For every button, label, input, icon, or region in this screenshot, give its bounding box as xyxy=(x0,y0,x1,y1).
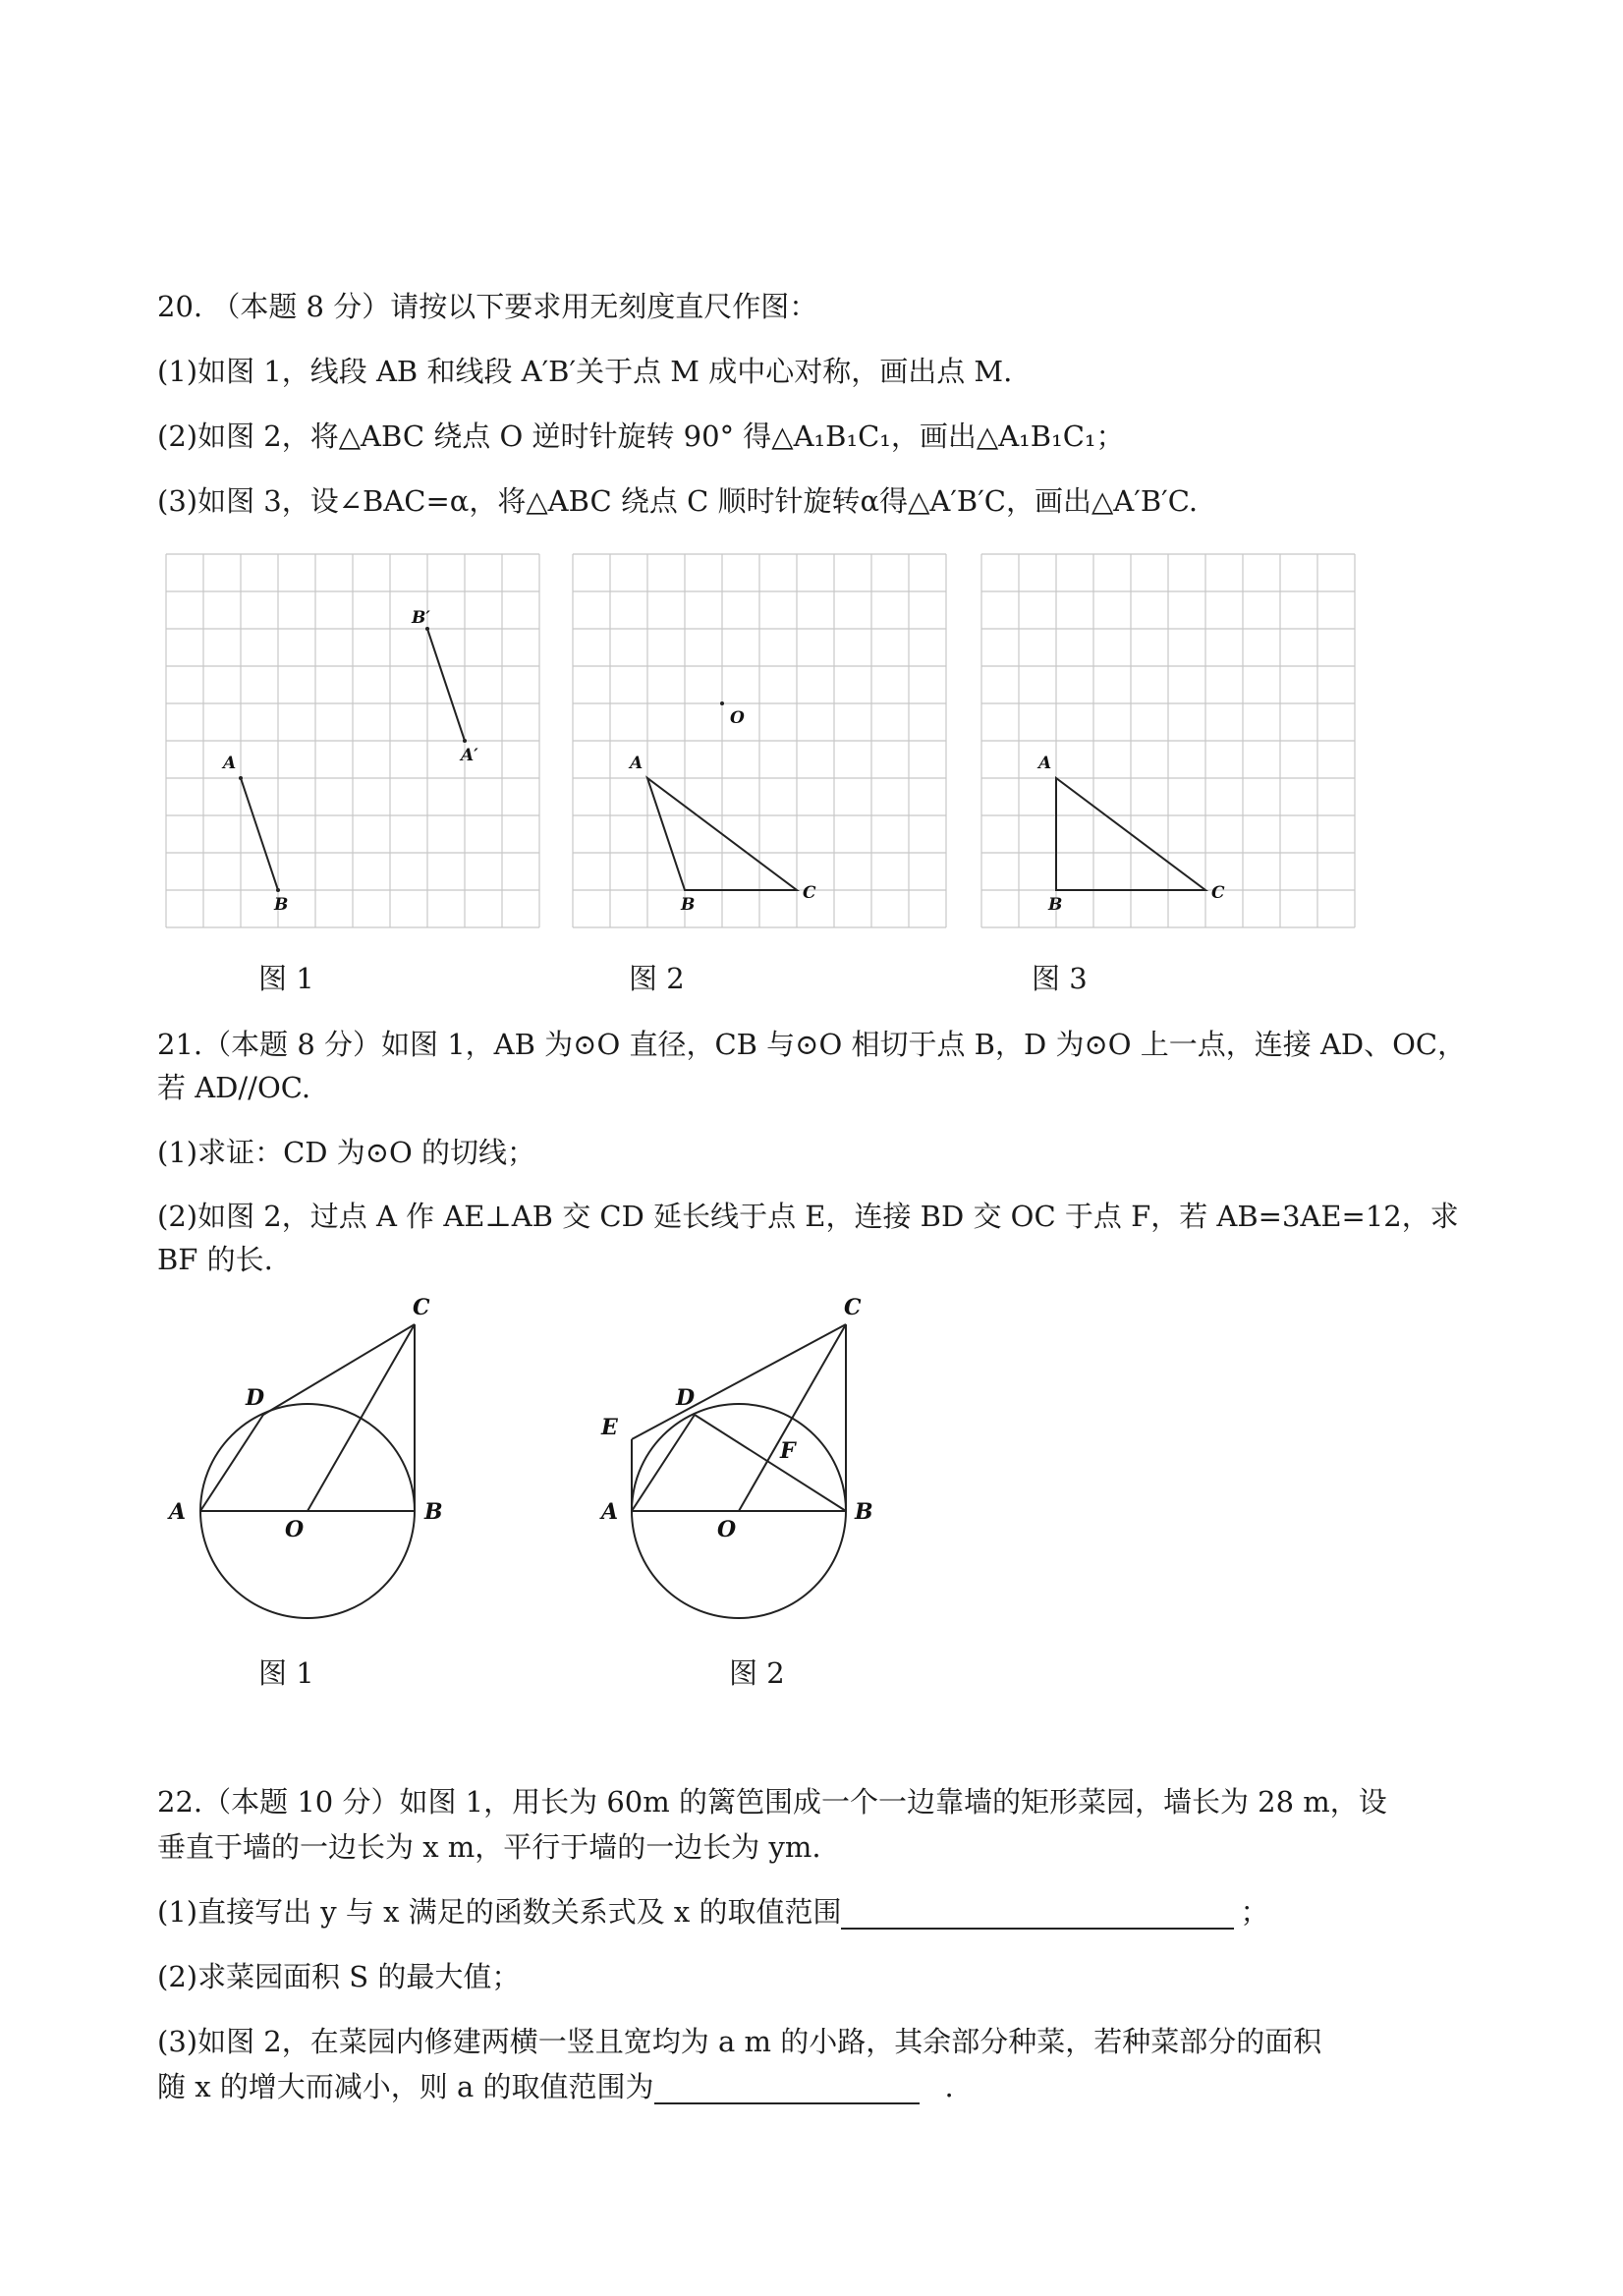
q22-title-line2: 垂直于墙的一边长为 x m，平行于墙的一边长为 ym. xyxy=(157,1830,821,1864)
q20-title: 20. （本题 8 分）请按以下要求用无刻度直尺作图： xyxy=(157,290,818,323)
q21-title-line1: 21.（本题 8 分）如图 1，AB 为⊙O 直径，CB 与⊙O 相切于点 B，D 为⊙O 上一点，连接 AD、OC， xyxy=(157,1028,1467,1061)
answer-blank-1[interactable] xyxy=(841,1898,1234,1930)
label-e: E xyxy=(601,1415,618,1440)
q20-caption-1: 图 1 xyxy=(258,962,314,995)
label-a: A xyxy=(169,1499,187,1525)
q21-part2-line1: (2)如图 2，过点 A 作 AE⊥AB 交 CD 延长线于点 E，连接 BD 交 OC 于点 F，若 AB=3AE=12，求 xyxy=(157,1200,1459,1233)
label-b: B xyxy=(1048,895,1063,915)
q20-figure-1 xyxy=(166,554,539,927)
label-c: C xyxy=(1211,883,1225,903)
tangent-cd xyxy=(263,1324,415,1415)
label-b: B xyxy=(424,1499,443,1525)
segment-oc xyxy=(308,1324,415,1511)
q22-part3-line1: (3)如图 2，在菜园内修建两横一竖且宽均为 a m 的小路，其余部分种菜，若种菜部分的面积 xyxy=(157,2025,1322,2058)
label-a: A xyxy=(1038,754,1052,773)
q21-title-line2: 若 AD//OC. xyxy=(157,1071,311,1104)
label-c: C xyxy=(803,883,816,903)
label-c: C xyxy=(844,1295,862,1320)
point-o xyxy=(720,701,724,705)
label-a: A xyxy=(630,754,644,773)
label-o: O xyxy=(730,708,745,728)
q21-figure-1 xyxy=(0,1297,589,1651)
q20-part1: (1)如图 1，线段 AB 和线段 A′B′关于点 M 成中心对称，画出点 M. xyxy=(157,355,1013,388)
q20-caption-3: 图 3 xyxy=(1032,962,1088,995)
segment-ab xyxy=(241,778,278,890)
label-b: B xyxy=(274,895,289,915)
label-d: D xyxy=(246,1385,265,1411)
grid xyxy=(166,554,539,927)
q21-part2-line2: BF 的长. xyxy=(157,1243,273,1276)
chord-ad xyxy=(632,1415,695,1511)
q22-title-line1: 22.（本题 10 分）如图 1，用长为 60m 的篱笆围成一个一边靠墙的矩形菜园，墙长为 28 m，设 xyxy=(157,1785,1387,1819)
q21-caption-2: 图 2 xyxy=(729,1656,785,1690)
label-f: F xyxy=(780,1438,796,1464)
q20-caption-2: 图 2 xyxy=(629,962,685,995)
label-b-prime: B′ xyxy=(412,608,430,628)
label-c: C xyxy=(413,1295,430,1320)
q22-part3-line2: 随 x 的增大而减小，则 a 的取值范围为 xyxy=(157,2070,654,2103)
q21-figure-2 xyxy=(589,1297,982,1651)
q21-part1: (1)求证：CD 为⊙O 的切线； xyxy=(157,1136,536,1169)
q20-figure-3 xyxy=(981,554,1355,927)
q22-part3-row: 随 x 的增大而减小，则 a 的取值范围为 . xyxy=(157,2070,954,2103)
q21-caption-1: 图 1 xyxy=(258,1656,314,1690)
label-o: O xyxy=(717,1517,737,1542)
q20-part3: (3)如图 3，设∠BAC=α，将△ABC 绕点 C 顺时针旋转α得△A′B′C，画出△A′B′C. xyxy=(157,484,1199,518)
q22-part1-row: (1)直接写出 y 与 x 满足的函数关系式及 x 的取值范围 ； xyxy=(157,1895,1269,1929)
label-d: D xyxy=(676,1385,696,1411)
label-a: A xyxy=(601,1499,619,1525)
label-b: B xyxy=(855,1499,873,1525)
label-a: A xyxy=(223,754,237,773)
chord-bd xyxy=(695,1415,846,1511)
q20-figure-2 xyxy=(573,554,946,927)
label-o: O xyxy=(285,1517,305,1542)
q22-part1: (1)直接写出 y 与 x 满足的函数关系式及 x 的取值范围 xyxy=(157,1895,842,1929)
label-b: B xyxy=(681,895,696,915)
grid xyxy=(981,554,1355,927)
q22-part2: (2)求菜园面积 S 的最大值； xyxy=(157,1960,521,1993)
label-a-prime: A′ xyxy=(461,746,478,765)
grid xyxy=(573,554,946,927)
answer-blank-2[interactable] xyxy=(654,2073,920,2104)
q20-part2: (2)如图 2，将△ABC 绕点 O 逆时针旋转 90° 得△A₁B₁C₁，画出△A₁B₁C₁； xyxy=(157,420,1125,453)
segment-a-prime-b-prime xyxy=(427,629,465,741)
chord-ad xyxy=(200,1415,263,1511)
